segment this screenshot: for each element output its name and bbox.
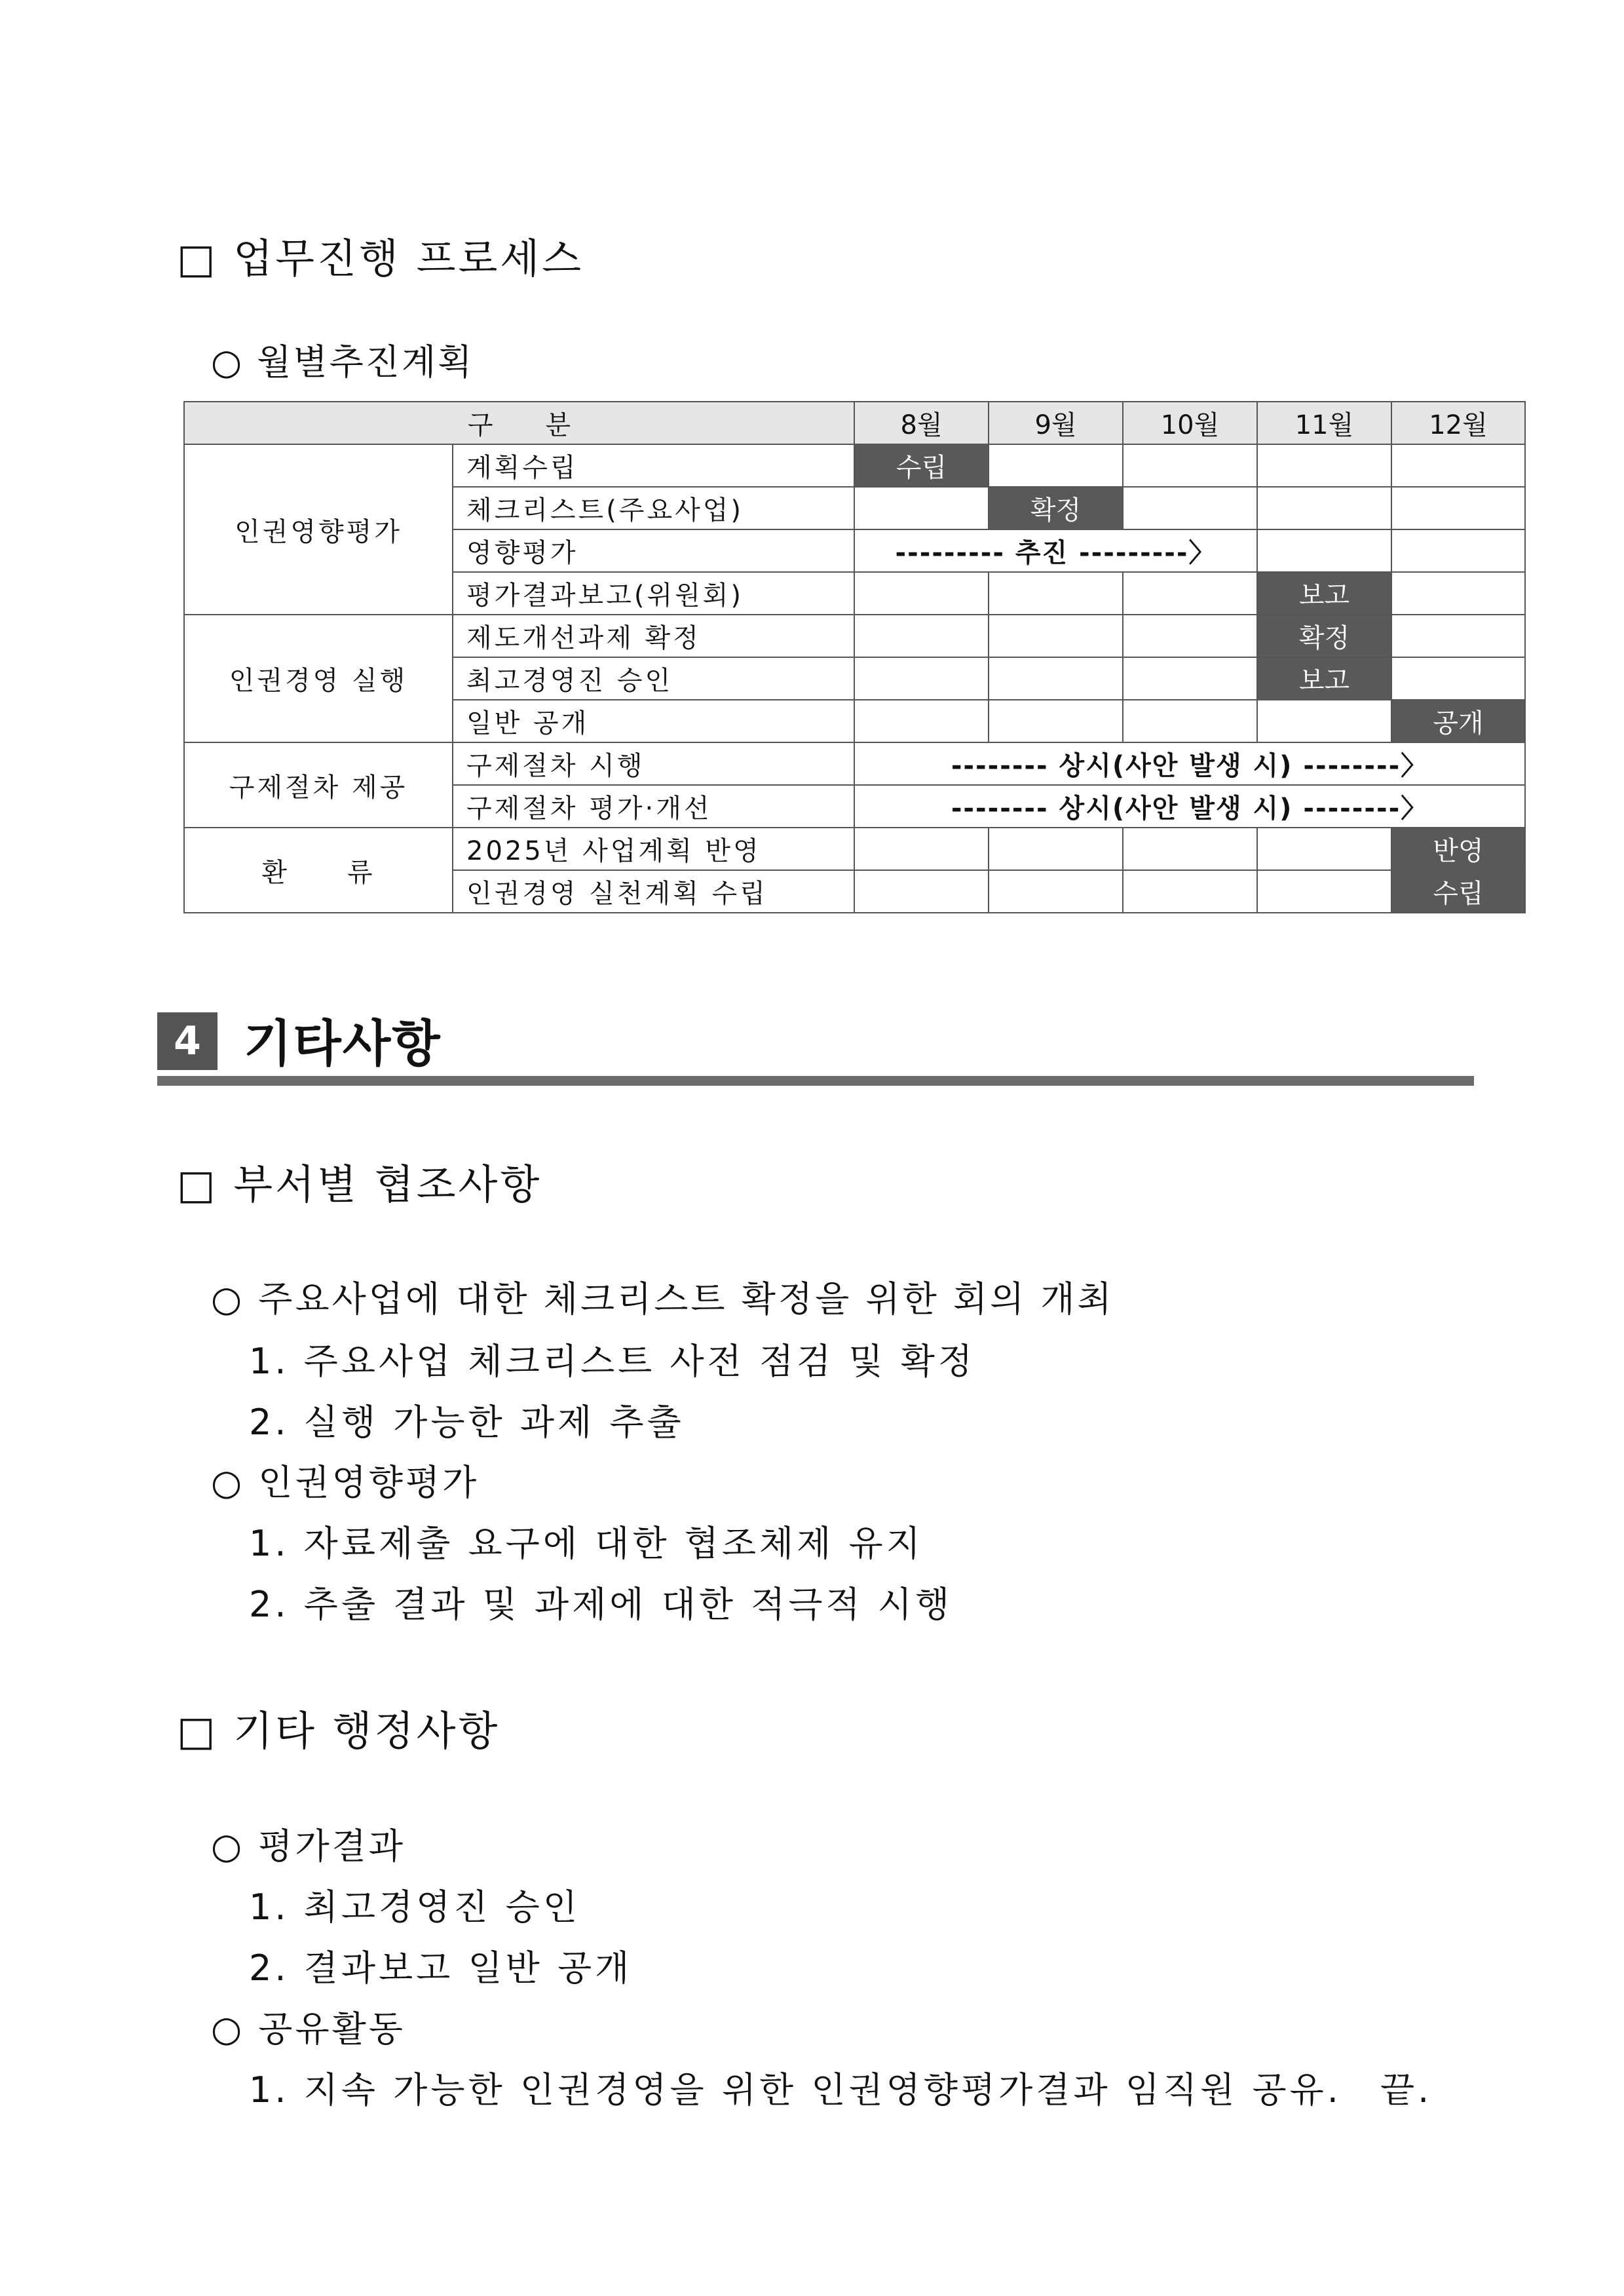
empty-cell <box>1257 444 1391 487</box>
empty-cell <box>1123 615 1257 657</box>
section-divider <box>157 1076 1474 1086</box>
header-month: 8월 <box>854 402 989 444</box>
empty-cell <box>1123 487 1257 529</box>
empty-cell <box>854 572 989 615</box>
empty-cell <box>854 700 989 742</box>
admin-point: 2. 결과보고 일반 공개 <box>249 1947 633 1989</box>
empty-cell <box>854 870 989 913</box>
empty-cell <box>1123 828 1257 870</box>
schedule-mark: 수립 <box>1391 870 1525 913</box>
monthly-plan-subheading: ○ 월별추진계획 <box>211 341 474 383</box>
monthly-plan-table <box>183 401 1526 913</box>
schedule-span-text: -------- 상시(사안 발생 시) --------〉 <box>951 751 1429 781</box>
empty-cell <box>1257 870 1391 913</box>
header-category: 구 분 <box>184 402 854 444</box>
table-row <box>184 444 1525 487</box>
empty-cell <box>989 444 1123 487</box>
group-label: 인권경영 실행 <box>184 615 453 742</box>
task-label: 체크리스트(주요사업) <box>453 487 854 529</box>
empty-cell <box>1391 444 1525 487</box>
table-row <box>184 615 1525 657</box>
header-month: 12월 <box>1391 402 1525 444</box>
group-label: 인권영향평가 <box>184 444 453 615</box>
empty-cell <box>1391 487 1525 529</box>
table-row <box>184 828 1525 870</box>
cooperation-point: 1. 주요사업 체크리스트 사전 점검 및 확정 <box>249 1341 976 1382</box>
schedule-span-text: -------- 상시(사안 발생 시) --------〉 <box>951 794 1429 824</box>
section-title: 기타사항 <box>244 1014 442 1073</box>
empty-cell <box>1391 657 1525 700</box>
schedule-span <box>854 742 1525 785</box>
empty-cell <box>854 487 989 529</box>
empty-cell <box>989 657 1123 700</box>
empty-cell <box>1257 529 1391 572</box>
empty-cell <box>1391 615 1525 657</box>
empty-cell <box>1257 487 1391 529</box>
empty-cell <box>1123 657 1257 700</box>
empty-cell <box>989 870 1123 913</box>
schedule-mark: 보고 <box>1257 657 1391 700</box>
task-label: 제도개선과제 확정 <box>453 615 854 657</box>
empty-cell <box>854 657 989 700</box>
admin-point: 1. 지속 가능한 인권경영을 위한 인권영향평가결과 임직원 공유. 끝. <box>249 2069 1433 2111</box>
empty-cell <box>989 828 1123 870</box>
admin-item-title: ○ 공유활동 <box>211 2008 406 2050</box>
schedule-span <box>854 785 1525 828</box>
task-label: 구제절차 시행 <box>453 742 854 785</box>
admin-point: 1. 최고경영진 승인 <box>249 1886 580 1928</box>
cooperation-item-title: ○ 주요사업에 대한 체크리스트 확정을 위한 회의 개최 <box>211 1278 1114 1320</box>
empty-cell <box>989 700 1123 742</box>
task-label: 인권경영 실천계획 수립 <box>453 870 854 913</box>
table-row <box>184 742 1525 785</box>
admin-item-title: ○ 평가결과 <box>211 1826 406 1867</box>
task-label: 2025년 사업계획 반영 <box>453 828 854 870</box>
header-month: 9월 <box>989 402 1123 444</box>
schedule-mark: 보고 <box>1257 572 1391 615</box>
empty-cell <box>854 615 989 657</box>
schedule-span: --------- 추진 ---------〉 <box>854 529 1257 572</box>
empty-cell <box>989 615 1123 657</box>
empty-cell <box>1123 700 1257 742</box>
header-month: 10월 <box>1123 402 1257 444</box>
empty-cell <box>854 828 989 870</box>
schedule-mark: 반영 <box>1391 828 1525 870</box>
group-label: 환 류 <box>184 828 453 913</box>
empty-cell <box>989 572 1123 615</box>
empty-cell <box>1257 828 1391 870</box>
schedule-mark: 공개 <box>1391 700 1525 742</box>
empty-cell <box>1123 572 1257 615</box>
task-label: 평가결과보고(위원회) <box>453 572 854 615</box>
empty-cell <box>1123 444 1257 487</box>
schedule-mark: 확정 <box>989 487 1123 529</box>
task-label: 최고경영진 승인 <box>453 657 854 700</box>
task-label: 일반 공개 <box>453 700 854 742</box>
cooperation-item-title: ○ 인권영향평가 <box>211 1462 480 1503</box>
cooperation-point: 2. 추출 결과 및 과제에 대한 적극적 시행 <box>249 1584 953 1625</box>
group-label: 구제절차 제공 <box>184 742 453 828</box>
cooperation-point: 2. 실행 가능한 과제 추출 <box>249 1402 685 1443</box>
task-label: 계획수립 <box>453 444 854 487</box>
empty-cell <box>1391 529 1525 572</box>
empty-cell <box>1391 572 1525 615</box>
empty-cell <box>1257 700 1391 742</box>
section-number-badge: 4 <box>157 1012 217 1070</box>
schedule-mark: 수립 <box>854 444 989 487</box>
empty-cell <box>1123 870 1257 913</box>
task-label: 구제절차 평가·개선 <box>453 785 854 828</box>
process-heading: □ 업무진행 프로세스 <box>177 235 584 282</box>
table-header-row <box>184 402 1525 444</box>
cooperation-heading: □ 부서별 협조사항 <box>177 1160 542 1208</box>
task-label: 영향평가 <box>453 529 854 572</box>
cooperation-point: 1. 자료제출 요구에 대한 협조체제 유지 <box>249 1523 924 1564</box>
admin-heading: □ 기타 행정사항 <box>177 1707 500 1755</box>
header-month: 11월 <box>1257 402 1391 444</box>
schedule-mark: 확정 <box>1257 615 1391 657</box>
